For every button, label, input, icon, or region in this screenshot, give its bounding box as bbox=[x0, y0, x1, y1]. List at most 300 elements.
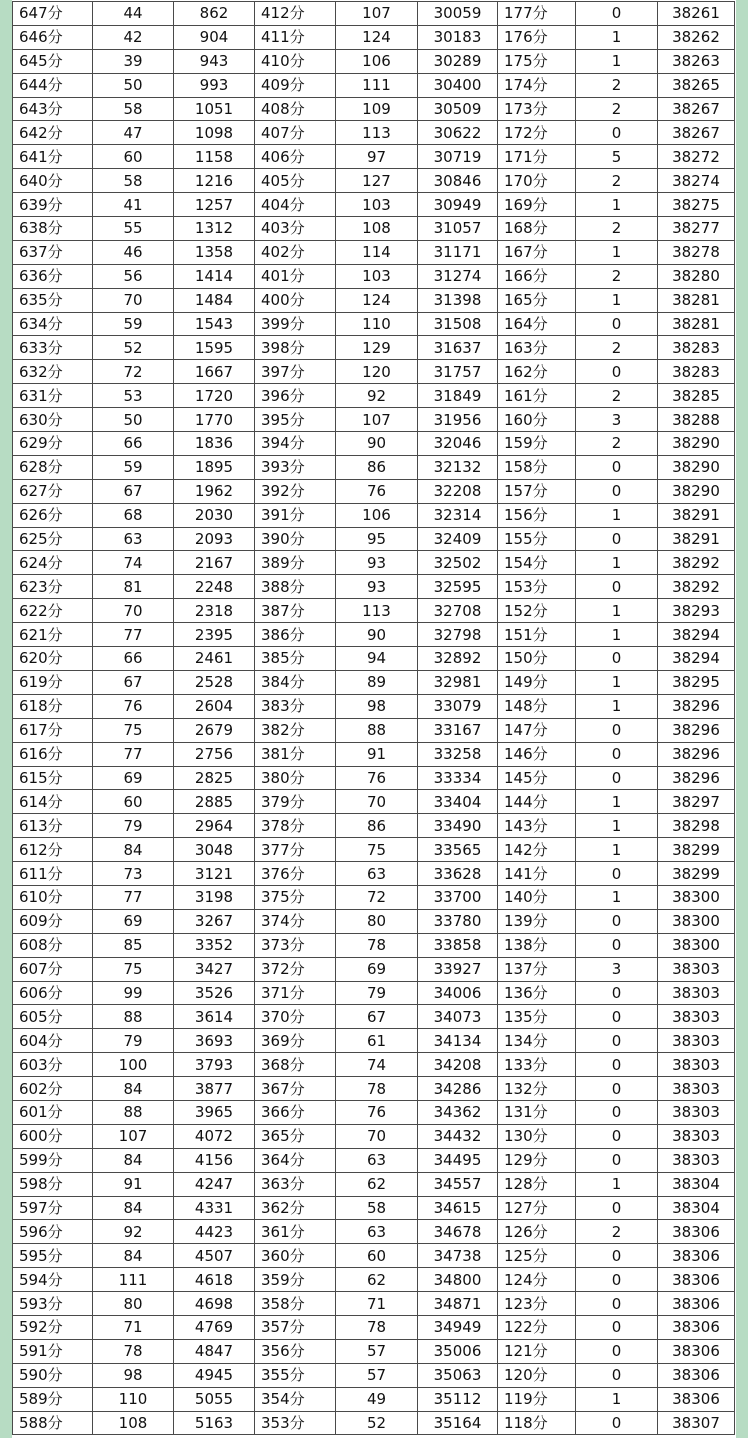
cell-score-c: 149分 bbox=[498, 670, 576, 694]
cell-count-b: 78 bbox=[336, 1077, 418, 1101]
cell-count-b: 57 bbox=[336, 1363, 418, 1387]
cell-cumulative-c: 38298 bbox=[658, 814, 735, 838]
cell-score-b: 376分 bbox=[255, 862, 336, 886]
cell-cumulative-c: 38307 bbox=[658, 1411, 735, 1435]
cell-score-c: 118分 bbox=[498, 1411, 576, 1435]
cell-count-c: 0 bbox=[576, 312, 658, 336]
cell-count-b: 70 bbox=[336, 1124, 418, 1148]
cell-count-a: 58 bbox=[93, 169, 174, 193]
cell-cumulative-c: 38306 bbox=[658, 1363, 735, 1387]
cell-score-c: 177分 bbox=[498, 2, 576, 26]
cell-score-b: 356分 bbox=[255, 1339, 336, 1363]
cell-cumulative-b: 34006 bbox=[418, 981, 498, 1005]
cell-cumulative-a: 2885 bbox=[174, 790, 255, 814]
cell-cumulative-b: 30846 bbox=[418, 169, 498, 193]
cell-cumulative-a: 2167 bbox=[174, 551, 255, 575]
cell-cumulative-c: 38303 bbox=[658, 981, 735, 1005]
cell-cumulative-a: 3121 bbox=[174, 862, 255, 886]
table-row bbox=[13, 360, 735, 384]
cell-cumulative-c: 38306 bbox=[658, 1315, 735, 1339]
cell-count-b: 108 bbox=[336, 217, 418, 241]
cell-count-b: 76 bbox=[336, 766, 418, 790]
cell-score-c: 174分 bbox=[498, 73, 576, 97]
cell-score-c: 134分 bbox=[498, 1029, 576, 1053]
cell-score-b: 411分 bbox=[255, 25, 336, 49]
cell-score-c: 130分 bbox=[498, 1124, 576, 1148]
table-row bbox=[13, 217, 735, 241]
cell-cumulative-a: 2461 bbox=[174, 647, 255, 671]
table-row bbox=[13, 73, 735, 97]
cell-count-a: 59 bbox=[93, 455, 174, 479]
cell-count-a: 76 bbox=[93, 694, 174, 718]
table-row bbox=[13, 1053, 735, 1077]
cell-count-c: 1 bbox=[576, 1172, 658, 1196]
cell-count-b: 49 bbox=[336, 1387, 418, 1411]
table-row bbox=[13, 527, 735, 551]
cell-count-c: 1 bbox=[576, 49, 658, 73]
cell-count-c: 1 bbox=[576, 288, 658, 312]
cell-cumulative-c: 38294 bbox=[658, 623, 735, 647]
cell-score-a: 634分 bbox=[13, 312, 93, 336]
cell-cumulative-c: 38303 bbox=[658, 1124, 735, 1148]
cell-cumulative-c: 38303 bbox=[658, 957, 735, 981]
cell-cumulative-a: 4698 bbox=[174, 1292, 255, 1316]
cell-score-a: 630分 bbox=[13, 408, 93, 432]
table-row bbox=[13, 575, 735, 599]
cell-count-b: 90 bbox=[336, 432, 418, 456]
cell-cumulative-b: 32046 bbox=[418, 432, 498, 456]
cell-score-a: 590分 bbox=[13, 1363, 93, 1387]
cell-count-a: 53 bbox=[93, 384, 174, 408]
cell-score-b: 387分 bbox=[255, 599, 336, 623]
cell-score-a: 609分 bbox=[13, 909, 93, 933]
table-row bbox=[13, 933, 735, 957]
cell-score-a: 642分 bbox=[13, 121, 93, 145]
cell-score-b: 379分 bbox=[255, 790, 336, 814]
table-row bbox=[13, 1220, 735, 1244]
cell-score-a: 605分 bbox=[13, 1005, 93, 1029]
cell-count-c: 0 bbox=[576, 909, 658, 933]
cell-count-a: 73 bbox=[93, 862, 174, 886]
cell-score-a: 597分 bbox=[13, 1196, 93, 1220]
cell-score-a: 621分 bbox=[13, 623, 93, 647]
table-row bbox=[13, 1005, 735, 1029]
cell-cumulative-a: 4423 bbox=[174, 1220, 255, 1244]
cell-score-b: 400分 bbox=[255, 288, 336, 312]
cell-cumulative-a: 2248 bbox=[174, 575, 255, 599]
cell-score-b: 362分 bbox=[255, 1196, 336, 1220]
cell-cumulative-a: 2030 bbox=[174, 503, 255, 527]
cell-cumulative-b: 33490 bbox=[418, 814, 498, 838]
cell-cumulative-c: 38300 bbox=[658, 933, 735, 957]
cell-score-c: 142分 bbox=[498, 838, 576, 862]
cell-cumulative-c: 38275 bbox=[658, 193, 735, 217]
cell-cumulative-c: 38291 bbox=[658, 503, 735, 527]
cell-count-b: 91 bbox=[336, 742, 418, 766]
cell-cumulative-c: 38296 bbox=[658, 718, 735, 742]
cell-cumulative-c: 38274 bbox=[658, 169, 735, 193]
cell-cumulative-b: 32798 bbox=[418, 623, 498, 647]
cell-count-b: 107 bbox=[336, 408, 418, 432]
cell-cumulative-c: 38267 bbox=[658, 97, 735, 121]
cell-score-c: 140分 bbox=[498, 885, 576, 909]
cell-cumulative-c: 38306 bbox=[658, 1339, 735, 1363]
cell-count-b: 92 bbox=[336, 384, 418, 408]
cell-score-a: 607分 bbox=[13, 957, 93, 981]
cell-score-a: 595分 bbox=[13, 1244, 93, 1268]
table-row bbox=[13, 1100, 735, 1124]
cell-score-c: 128分 bbox=[498, 1172, 576, 1196]
cell-count-b: 97 bbox=[336, 145, 418, 169]
table-row bbox=[13, 2, 735, 26]
cell-score-a: 635分 bbox=[13, 288, 93, 312]
cell-count-a: 78 bbox=[93, 1339, 174, 1363]
cell-score-a: 610分 bbox=[13, 885, 93, 909]
cell-cumulative-c: 38303 bbox=[658, 1053, 735, 1077]
cell-cumulative-b: 35063 bbox=[418, 1363, 498, 1387]
cell-count-b: 57 bbox=[336, 1339, 418, 1363]
cell-score-b: 380分 bbox=[255, 766, 336, 790]
cell-score-c: 166分 bbox=[498, 264, 576, 288]
cell-count-a: 42 bbox=[93, 25, 174, 49]
cell-count-b: 103 bbox=[336, 264, 418, 288]
cell-score-c: 137分 bbox=[498, 957, 576, 981]
cell-count-b: 76 bbox=[336, 479, 418, 503]
cell-cumulative-c: 38300 bbox=[658, 885, 735, 909]
cell-cumulative-c: 38272 bbox=[658, 145, 735, 169]
table-row bbox=[13, 838, 735, 862]
cell-score-c: 141分 bbox=[498, 862, 576, 886]
cell-count-b: 70 bbox=[336, 790, 418, 814]
cell-cumulative-b: 35006 bbox=[418, 1339, 498, 1363]
cell-score-b: 381分 bbox=[255, 742, 336, 766]
cell-cumulative-c: 38263 bbox=[658, 49, 735, 73]
cell-cumulative-c: 38296 bbox=[658, 766, 735, 790]
cell-count-c: 2 bbox=[576, 73, 658, 97]
cell-score-a: 599分 bbox=[13, 1148, 93, 1172]
cell-score-b: 403分 bbox=[255, 217, 336, 241]
cell-count-c: 2 bbox=[576, 336, 658, 360]
table-row bbox=[13, 1315, 735, 1339]
cell-cumulative-b: 32981 bbox=[418, 670, 498, 694]
cell-count-a: 44 bbox=[93, 2, 174, 26]
cell-cumulative-b: 33780 bbox=[418, 909, 498, 933]
cell-cumulative-b: 35112 bbox=[418, 1387, 498, 1411]
cell-score-c: 136分 bbox=[498, 981, 576, 1005]
cell-count-a: 77 bbox=[93, 885, 174, 909]
cell-score-c: 152分 bbox=[498, 599, 576, 623]
cell-score-b: 370分 bbox=[255, 1005, 336, 1029]
cell-cumulative-a: 4156 bbox=[174, 1148, 255, 1172]
cell-count-a: 70 bbox=[93, 599, 174, 623]
cell-count-c: 1 bbox=[576, 790, 658, 814]
cell-count-a: 100 bbox=[93, 1053, 174, 1077]
cell-cumulative-a: 1216 bbox=[174, 169, 255, 193]
table-body bbox=[13, 2, 735, 1435]
cell-count-c: 0 bbox=[576, 1339, 658, 1363]
cell-cumulative-b: 34738 bbox=[418, 1244, 498, 1268]
cell-cumulative-c: 38290 bbox=[658, 455, 735, 479]
cell-cumulative-c: 38296 bbox=[658, 742, 735, 766]
cell-score-c: 139分 bbox=[498, 909, 576, 933]
cell-cumulative-a: 3267 bbox=[174, 909, 255, 933]
cell-cumulative-c: 38297 bbox=[658, 790, 735, 814]
cell-count-c: 0 bbox=[576, 862, 658, 886]
cell-cumulative-a: 2093 bbox=[174, 527, 255, 551]
cell-cumulative-c: 38303 bbox=[658, 1077, 735, 1101]
cell-score-b: 383分 bbox=[255, 694, 336, 718]
cell-cumulative-b: 35164 bbox=[418, 1411, 498, 1435]
cell-count-a: 50 bbox=[93, 73, 174, 97]
cell-score-b: 399分 bbox=[255, 312, 336, 336]
cell-cumulative-b: 34557 bbox=[418, 1172, 498, 1196]
cell-score-a: 594分 bbox=[13, 1268, 93, 1292]
cell-cumulative-a: 2756 bbox=[174, 742, 255, 766]
cell-score-c: 129分 bbox=[498, 1148, 576, 1172]
cell-score-b: 365分 bbox=[255, 1124, 336, 1148]
table-row bbox=[13, 312, 735, 336]
cell-score-b: 368分 bbox=[255, 1053, 336, 1077]
cell-score-c: 176分 bbox=[498, 25, 576, 49]
cell-cumulative-a: 3048 bbox=[174, 838, 255, 862]
cell-score-a: 600分 bbox=[13, 1124, 93, 1148]
cell-count-c: 0 bbox=[576, 575, 658, 599]
cell-count-b: 79 bbox=[336, 981, 418, 1005]
cell-cumulative-a: 5055 bbox=[174, 1387, 255, 1411]
cell-count-c: 1 bbox=[576, 551, 658, 575]
cell-score-a: 637分 bbox=[13, 240, 93, 264]
cell-score-b: 382分 bbox=[255, 718, 336, 742]
cell-score-c: 126分 bbox=[498, 1220, 576, 1244]
cell-cumulative-a: 1836 bbox=[174, 432, 255, 456]
table-row bbox=[13, 1339, 735, 1363]
cell-count-b: 94 bbox=[336, 647, 418, 671]
table-row bbox=[13, 599, 735, 623]
cell-count-a: 88 bbox=[93, 1005, 174, 1029]
cell-cumulative-a: 1770 bbox=[174, 408, 255, 432]
cell-cumulative-a: 3693 bbox=[174, 1029, 255, 1053]
table-row bbox=[13, 1244, 735, 1268]
cell-cumulative-b: 33927 bbox=[418, 957, 498, 981]
cell-count-b: 78 bbox=[336, 933, 418, 957]
cell-count-b: 63 bbox=[336, 862, 418, 886]
cell-cumulative-a: 3198 bbox=[174, 885, 255, 909]
cell-count-c: 1 bbox=[576, 670, 658, 694]
cell-score-c: 172分 bbox=[498, 121, 576, 145]
cell-score-a: 613分 bbox=[13, 814, 93, 838]
cell-cumulative-c: 38281 bbox=[658, 312, 735, 336]
cell-count-b: 76 bbox=[336, 1100, 418, 1124]
table-row bbox=[13, 814, 735, 838]
cell-cumulative-b: 34615 bbox=[418, 1196, 498, 1220]
cell-count-c: 2 bbox=[576, 384, 658, 408]
cell-count-c: 0 bbox=[576, 527, 658, 551]
cell-cumulative-b: 31508 bbox=[418, 312, 498, 336]
table-row bbox=[13, 169, 735, 193]
cell-cumulative-c: 38291 bbox=[658, 527, 735, 551]
table-row bbox=[13, 25, 735, 49]
cell-score-c: 165分 bbox=[498, 288, 576, 312]
cell-count-c: 0 bbox=[576, 1244, 658, 1268]
cell-score-c: 120分 bbox=[498, 1363, 576, 1387]
cell-cumulative-c: 38283 bbox=[658, 360, 735, 384]
cell-count-a: 69 bbox=[93, 766, 174, 790]
cell-count-b: 93 bbox=[336, 551, 418, 575]
table-row bbox=[13, 1029, 735, 1053]
cell-score-c: 163分 bbox=[498, 336, 576, 360]
cell-cumulative-b: 31849 bbox=[418, 384, 498, 408]
cell-score-b: 393分 bbox=[255, 455, 336, 479]
table-row bbox=[13, 981, 735, 1005]
cell-score-c: 155分 bbox=[498, 527, 576, 551]
cell-cumulative-c: 38292 bbox=[658, 551, 735, 575]
table-row bbox=[13, 623, 735, 647]
cell-cumulative-b: 32409 bbox=[418, 527, 498, 551]
cell-count-a: 68 bbox=[93, 503, 174, 527]
cell-score-b: 410分 bbox=[255, 49, 336, 73]
table-row bbox=[13, 240, 735, 264]
cell-count-c: 5 bbox=[576, 145, 658, 169]
cell-count-b: 69 bbox=[336, 957, 418, 981]
cell-cumulative-c: 38303 bbox=[658, 1148, 735, 1172]
cell-score-c: 167分 bbox=[498, 240, 576, 264]
cell-score-c: 160分 bbox=[498, 408, 576, 432]
cell-count-b: 127 bbox=[336, 169, 418, 193]
cell-cumulative-c: 38278 bbox=[658, 240, 735, 264]
cell-count-c: 1 bbox=[576, 25, 658, 49]
cell-cumulative-c: 38280 bbox=[658, 264, 735, 288]
cell-score-a: 616分 bbox=[13, 742, 93, 766]
cell-score-a: 624分 bbox=[13, 551, 93, 575]
cell-score-a: 647分 bbox=[13, 2, 93, 26]
table-row bbox=[13, 718, 735, 742]
cell-score-c: 132分 bbox=[498, 1077, 576, 1101]
cell-cumulative-b: 31757 bbox=[418, 360, 498, 384]
cell-cumulative-c: 38265 bbox=[658, 73, 735, 97]
cell-cumulative-b: 31398 bbox=[418, 288, 498, 312]
cell-cumulative-c: 38299 bbox=[658, 838, 735, 862]
cell-cumulative-a: 3793 bbox=[174, 1053, 255, 1077]
cell-cumulative-c: 38281 bbox=[658, 288, 735, 312]
cell-count-b: 95 bbox=[336, 527, 418, 551]
cell-score-c: 143分 bbox=[498, 814, 576, 838]
cell-count-a: 80 bbox=[93, 1292, 174, 1316]
cell-count-a: 88 bbox=[93, 1100, 174, 1124]
cell-cumulative-a: 2964 bbox=[174, 814, 255, 838]
cell-count-a: 77 bbox=[93, 742, 174, 766]
cell-cumulative-a: 4847 bbox=[174, 1339, 255, 1363]
cell-score-c: 121分 bbox=[498, 1339, 576, 1363]
cell-cumulative-b: 30509 bbox=[418, 97, 498, 121]
cell-cumulative-b: 31171 bbox=[418, 240, 498, 264]
cell-count-c: 1 bbox=[576, 694, 658, 718]
cell-count-c: 0 bbox=[576, 1363, 658, 1387]
cell-score-c: 145分 bbox=[498, 766, 576, 790]
cell-count-b: 124 bbox=[336, 288, 418, 312]
cell-cumulative-a: 1414 bbox=[174, 264, 255, 288]
cell-cumulative-c: 38306 bbox=[658, 1292, 735, 1316]
cell-count-a: 69 bbox=[93, 909, 174, 933]
cell-count-a: 91 bbox=[93, 1172, 174, 1196]
cell-score-c: 135分 bbox=[498, 1005, 576, 1029]
cell-score-b: 353分 bbox=[255, 1411, 336, 1435]
cell-count-a: 84 bbox=[93, 1148, 174, 1172]
cell-cumulative-a: 1098 bbox=[174, 121, 255, 145]
cell-count-b: 78 bbox=[336, 1315, 418, 1339]
cell-score-a: 589分 bbox=[13, 1387, 93, 1411]
cell-cumulative-a: 1358 bbox=[174, 240, 255, 264]
cell-cumulative-c: 38267 bbox=[658, 121, 735, 145]
cell-cumulative-b: 30059 bbox=[418, 2, 498, 26]
cell-count-b: 111 bbox=[336, 73, 418, 97]
cell-cumulative-b: 33258 bbox=[418, 742, 498, 766]
cell-score-a: 643分 bbox=[13, 97, 93, 121]
cell-cumulative-a: 1595 bbox=[174, 336, 255, 360]
cell-count-c: 2 bbox=[576, 264, 658, 288]
cell-cumulative-b: 32208 bbox=[418, 479, 498, 503]
cell-score-a: 622分 bbox=[13, 599, 93, 623]
cell-cumulative-c: 38285 bbox=[658, 384, 735, 408]
cell-score-a: 645分 bbox=[13, 49, 93, 73]
cell-score-b: 408分 bbox=[255, 97, 336, 121]
table-row bbox=[13, 455, 735, 479]
cell-count-c: 0 bbox=[576, 1100, 658, 1124]
cell-cumulative-b: 33404 bbox=[418, 790, 498, 814]
cell-score-b: 395分 bbox=[255, 408, 336, 432]
cell-count-b: 93 bbox=[336, 575, 418, 599]
cell-cumulative-a: 4247 bbox=[174, 1172, 255, 1196]
cell-cumulative-a: 1312 bbox=[174, 217, 255, 241]
cell-count-c: 0 bbox=[576, 2, 658, 26]
cell-score-b: 372分 bbox=[255, 957, 336, 981]
cell-score-c: 127分 bbox=[498, 1196, 576, 1220]
cell-cumulative-c: 38293 bbox=[658, 599, 735, 623]
cell-count-b: 71 bbox=[336, 1292, 418, 1316]
cell-count-b: 120 bbox=[336, 360, 418, 384]
cell-count-b: 106 bbox=[336, 503, 418, 527]
cell-count-c: 1 bbox=[576, 193, 658, 217]
cell-count-a: 52 bbox=[93, 336, 174, 360]
cell-score-a: 619分 bbox=[13, 670, 93, 694]
cell-count-c: 2 bbox=[576, 432, 658, 456]
cell-count-c: 2 bbox=[576, 217, 658, 241]
cell-count-b: 114 bbox=[336, 240, 418, 264]
score-distribution-table bbox=[12, 1, 735, 1435]
cell-score-a: 611分 bbox=[13, 862, 93, 886]
cell-count-b: 124 bbox=[336, 25, 418, 49]
cell-cumulative-b: 30289 bbox=[418, 49, 498, 73]
cell-count-c: 0 bbox=[576, 766, 658, 790]
cell-cumulative-c: 38303 bbox=[658, 1005, 735, 1029]
cell-cumulative-b: 30719 bbox=[418, 145, 498, 169]
cell-count-a: 46 bbox=[93, 240, 174, 264]
cell-count-b: 67 bbox=[336, 1005, 418, 1029]
table-row bbox=[13, 288, 735, 312]
cell-count-a: 81 bbox=[93, 575, 174, 599]
cell-count-c: 1 bbox=[576, 503, 658, 527]
table-row bbox=[13, 1268, 735, 1292]
cell-cumulative-b: 33858 bbox=[418, 933, 498, 957]
cell-score-b: 402分 bbox=[255, 240, 336, 264]
cell-score-a: 598分 bbox=[13, 1172, 93, 1196]
cell-count-b: 62 bbox=[336, 1172, 418, 1196]
cell-count-a: 98 bbox=[93, 1363, 174, 1387]
cell-cumulative-a: 4331 bbox=[174, 1196, 255, 1220]
cell-count-c: 0 bbox=[576, 1292, 658, 1316]
cell-cumulative-b: 32708 bbox=[418, 599, 498, 623]
cell-count-b: 61 bbox=[336, 1029, 418, 1053]
cell-score-b: 405分 bbox=[255, 169, 336, 193]
